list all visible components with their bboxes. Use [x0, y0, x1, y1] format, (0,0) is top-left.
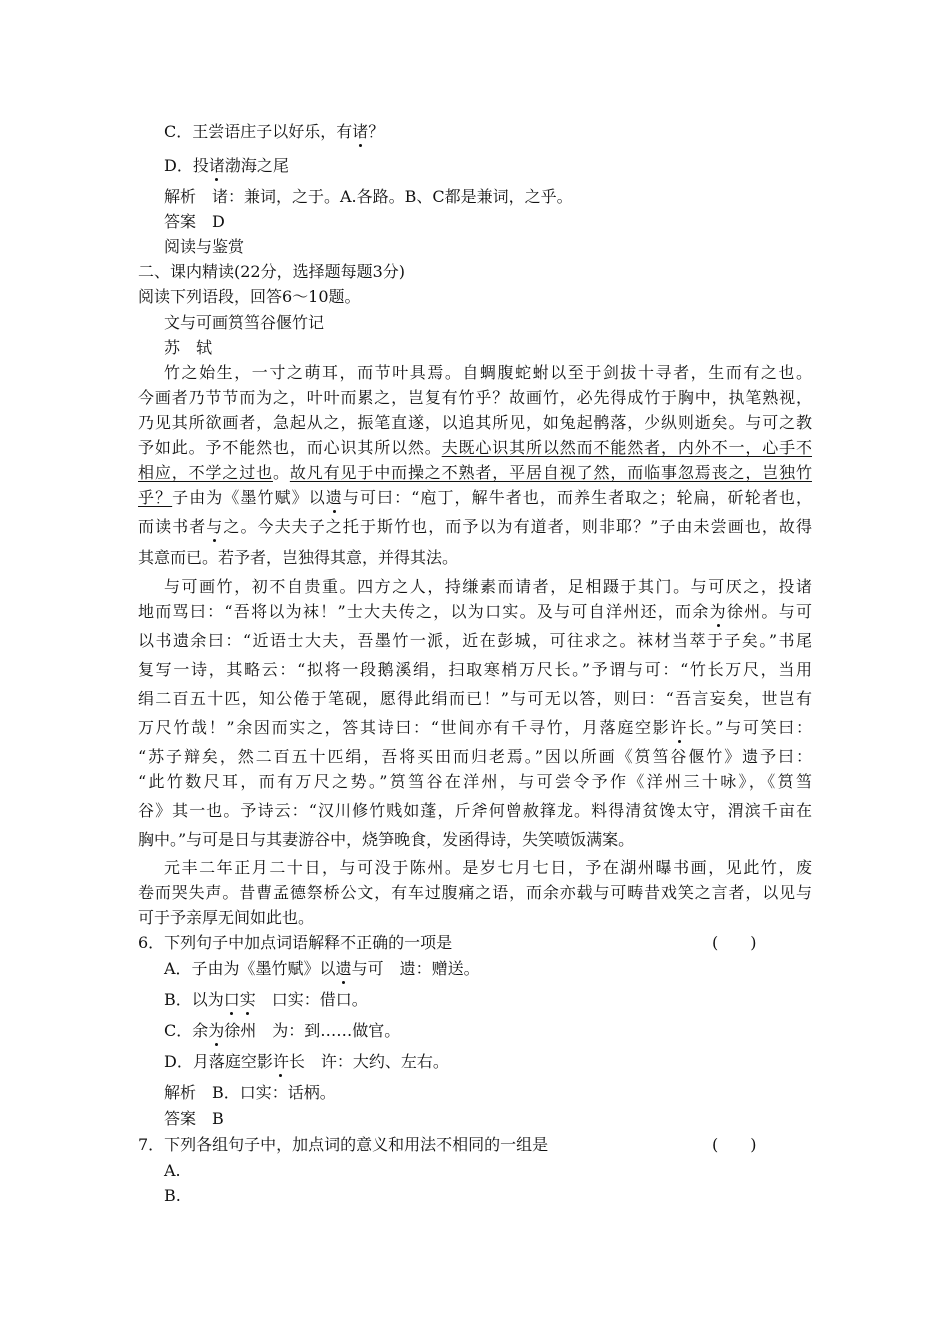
answer-blank: ( ): [712, 1135, 757, 1154]
underlined-sentence: 故凡有见于中而操之不熟者，平居自视了然，而临事忽焉丧之，岂独竹: [289, 463, 812, 482]
p2-line: 地而骂曰：“吾将以为袜！”士大夫传之，以为口实。及与可自洋州还，而余为徐州。与可: [138, 602, 812, 621]
option-b: B．以为口实 口实：借口。: [164, 990, 368, 1009]
p2-line: 万尺竹哉！”余因而实之，答其诗曰：“世间亦有千寻竹，月落庭空影许长。”与可笑曰：: [138, 718, 812, 737]
p1-line: 其意而已。若予者，岂独得其意，并得其法。: [138, 548, 459, 567]
option-c: C．王尝语庄子以好乐，有诸？: [164, 122, 385, 141]
question-6: 6．下列句子中加点词语解释不正确的一项是: [138, 933, 453, 952]
p2-line: 胸中。”与可是日与其妻游谷中，烧笋晚食，发函得诗，失笑喷饭满案。: [138, 830, 635, 849]
answer-blank: ( ): [712, 933, 757, 952]
underlined-sentence: 夫既心识其所以然而不能然者，内外不一，心手不: [441, 438, 812, 457]
q5-answer: 答案 D: [164, 212, 225, 231]
p3-line: 元丰二年正月二十日，与可没于陈州。是岁七月七日，予在湖州曝书画，见此竹，废: [164, 858, 812, 877]
essay-title: 文与可画筼筜谷偃竹记: [164, 313, 325, 332]
section-heading: 阅读与鉴赏: [164, 237, 245, 256]
p3-line: 可于予亲厚无间如此也。: [138, 908, 315, 927]
essay-author: 苏 轼: [164, 338, 213, 357]
p1-line: 予如此。予不能然也，而心识其所以然。夫既心识其所以然而不能然者，内外不一，心手不: [138, 438, 812, 457]
q5-analysis: 解析 诸：兼词，之于。A.各路。B、C都是兼词，之乎。: [164, 187, 573, 206]
option-d: D．月落庭空影许长 许：大约、左右。: [164, 1052, 449, 1071]
p3-line: 卷而哭失声。昔曹孟德祭桥公文，有车过腹痛之语，而余亦载与可畴昔戏笑之言者，以见与: [138, 883, 812, 902]
option-b: B.: [164, 1186, 181, 1205]
p1-line: 乎？子由为《墨竹赋》以遗与可曰：“庖丁，解牛者也，而养生者取之；轮扁，斫轮者也，: [138, 488, 812, 507]
p1-line: 乃见其所欲画者，急起从之，振笔直遂，以追其所见，如兔起鹘落，少纵则逝矣。与可之教: [138, 413, 812, 432]
p2-line: 复写一诗，其略云：“拟将一段鹅溪绢，扫取寒梢万尺长。”予谓与可：“竹长万尺，当用: [138, 660, 812, 679]
p1-line: 相应，不学之过也。故凡有见于中而操之不熟者，平居自视了然，而临事忽焉丧之，岂独竹: [138, 463, 812, 482]
p1-line: 而读书者与之。今夫夫子之托于斯竹也，而予以为有道者，则非耶？”子由未尝画也，故得: [138, 517, 812, 536]
p2-line: 以书遗余曰：“近语士大夫，吾墨竹一派，近在彭城，可往求之。袜材当萃于子矣。”书尾: [138, 631, 812, 650]
p2-line: 与可画竹，初不自贵重。四方之人，持缣素而请者，足相蹑于其门。与可厌之，投诸: [164, 577, 812, 596]
instruction: 阅读下列语段，回答6～10题。: [138, 287, 361, 306]
p1-line: 今画者乃节节而为之，叶叶而累之，岂复有竹乎？故画竹，必先得成竹于胸中，执笔熟视，: [138, 388, 812, 407]
option-a: A.: [164, 1161, 181, 1180]
p2-line: 绢二百五十匹，知公倦于笔砚，愿得此绢而已！”与可无以答，则曰：“吾言妄矣，世岂有: [138, 689, 812, 708]
p1-line: 竹之始生，一寸之萌耳，而节叶具焉。自蜩腹蛇蚹以至于剑拔十寻者，生而有之也。: [164, 363, 812, 382]
option-d: D．投诸渤海之尾: [164, 156, 289, 175]
p2-line: 谷》其一也。予诗云：“汉川修竹贱如蓬，斤斧何曾赦箨龙。料得清贫馋太守，渭滨千亩在: [138, 801, 812, 820]
p2-line: “此竹数尺耳，而有万尺之势。”筼筜谷在洋州，与可尝令予作《洋州三十咏》，《筼筜: [138, 772, 812, 791]
p2-line: “苏子辩矣，然二百五十匹绢，吾将买田而归老焉。”因以所画《筼筜谷偃竹》遗予曰：: [138, 747, 812, 766]
q6-analysis: 解析 B．口实：话柄。: [164, 1083, 336, 1102]
option-c: C．余为徐州 为：到……做官。: [164, 1021, 401, 1040]
q6-answer: 答案 B: [164, 1109, 224, 1128]
question-7: 7．下列各组句子中，加点词的意义和用法不相同的一组是: [138, 1135, 549, 1154]
section-title: 二、课内精读(22分，选择题每题3分): [138, 262, 406, 281]
option-a: A．子由为《墨竹赋》以遗与可 遗：赠送。: [164, 959, 480, 978]
